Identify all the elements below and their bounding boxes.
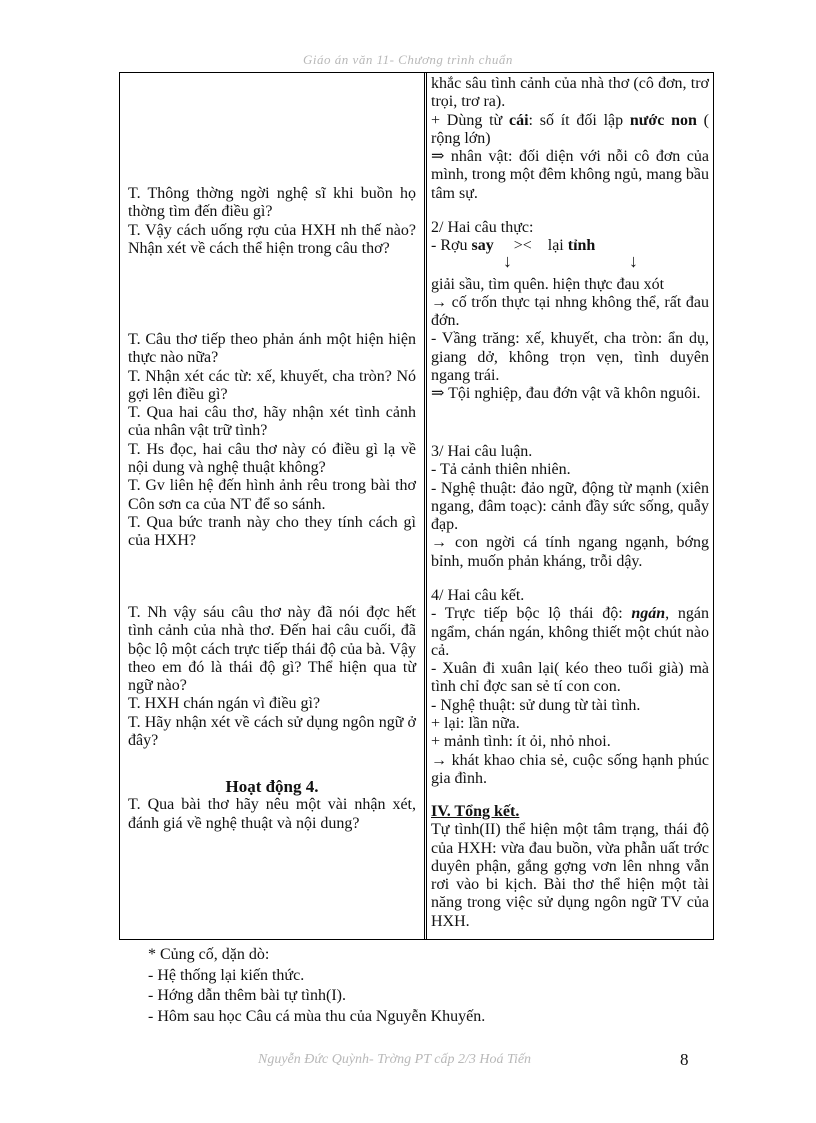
note-line: * Củng cố, dặn dò: — [148, 946, 270, 963]
section-1-continued — [431, 75, 709, 203]
content-line: giải sầu, tìm quên. hiện thực đau xót — [431, 275, 665, 293]
question: T. Gv liên hệ đến hình ảnh rêu trong bài thơ Côn sơn ca của NT để so sánh. — [128, 477, 416, 513]
arrow-down-icon: ↓ — [503, 250, 512, 271]
lesson-table — [119, 72, 714, 940]
content-line: ⇒ nhân vật: đối diện với nỗi cô đơn của mình, trong một đêm không ngủ, mang bầu tâm sự. — [431, 148, 709, 202]
summary-title: IV. Tổng kết. — [431, 803, 520, 820]
question: T. Thông thờng ngời nghệ sĩ khi buồn họ thờng tìm đến điều gì? — [128, 185, 416, 221]
content-line: + Dùng từ cái: số ít đối lập nước non ( rộng lớn) — [431, 111, 710, 147]
column-divider — [424, 73, 427, 939]
section-3 — [431, 443, 709, 571]
activity-heading: Hoạt động 4. — [225, 777, 319, 796]
content-line: - Rợu say >< lại tỉnh — [431, 237, 596, 255]
content-line: - Nghệ thuật: đảo ngữ, động từ mạnh (xiên ngang, đâm toạc): cảnh đầy sức sống, quẫy đạp. — [431, 479, 709, 534]
running-header: Giáo án văn 11- Chương trình chuẩn — [303, 52, 513, 67]
summary-section — [431, 803, 709, 931]
arrow-down-icon: ↓ — [629, 250, 638, 271]
question: T. Câu thơ tiếp theo phản ánh một hiện hiện thực nào nữa? — [128, 331, 416, 367]
author-signature: Nguyễn Đức Quỳnh- Trờng PT cấp 2/3 Hoá Tiến — [258, 1052, 532, 1067]
question: T. Qua hai câu thơ, hãy nhận xét tình cảnh của nhân vật trữ tình? — [128, 404, 416, 440]
content-line: - Xuân đi xuân lại( kéo theo tuổi già) mà tình chỉ đợc san sẻ tí con con. — [431, 660, 709, 696]
question: T. Qua bức tranh này cho they tính cách gì của HXH? — [128, 513, 416, 550]
content-line: - Tả cảnh thiên nhiên. — [431, 461, 571, 479]
content-line: - Vầng trăng: xế, khuyết, cha tròn: ẩn dụ, giang dở, không trọn vẹn, tình duyên ngang trái. — [431, 330, 709, 385]
question: T. Vậy cách uống rợu của HXH nh thế nào? Nhận xét về cách thể hiện trong câu thơ? — [128, 221, 416, 257]
section-title: 4/ Hai câu kết. — [431, 587, 525, 604]
content-line: → cố trốn thực tại nhng không thể, rất đau đớn. — [431, 293, 709, 330]
content-line: - Trực tiếp bộc lộ thái độ: ngán, ngán ngẩm, chán ngán, không thiết một chút nào cả. — [431, 605, 709, 659]
content-line: → con ngời cá tính ngang ngạnh, bớng bỉnh, muốn phản kháng, trỗi dậy. — [431, 534, 709, 570]
question: T. Nhận xét các từ: xế, khuyết, cha tròn? Nó gợi lên điều gì? — [128, 367, 416, 403]
activity-block — [128, 778, 416, 833]
content-line: khắc sâu tình cảnh của nhà thơ (cô đơn, trơ trọi, trơ ra). — [431, 75, 709, 111]
page-number: 8 — [680, 1050, 689, 1069]
section-title: 2/ Hai câu thực: — [431, 219, 534, 236]
question-block-3 — [128, 604, 416, 750]
section-4 — [431, 587, 709, 788]
question: T. Qua bài thơ hãy nêu một vài nhận xét, đánh giá về nghệ thuật và nội dung? — [128, 796, 416, 832]
arrow-row — [431, 250, 709, 276]
closing-notes — [148, 945, 485, 1027]
note-line: - Hôm sau học Câu cá mùa thu của Nguyễn Khuyến. — [148, 1007, 486, 1025]
question-block-1 — [128, 185, 416, 258]
content-line: - Nghệ thuật: sử dung từ tài tình. — [431, 696, 641, 714]
note-line: - Hệ thống lại kiến thức. — [148, 966, 305, 984]
content-line: + mảnh tình: ít ỏi, nhỏ nhoi. — [431, 733, 611, 751]
section-title: 3/ Hai câu luận. — [431, 443, 533, 460]
content-line: → khát khao chia sẻ, cuộc sống hạnh phúc gia đình. — [431, 751, 709, 787]
question: T. Nh vậy sáu câu thơ này đã nói đợc hết tình cảnh của nhà thơ. Đến hai câu cuối, đã bộc lộ một cách trực tiếp thái độ của bà. Vậy theo em đó là thái độ gì? Thể hiện qua từ ngữ nào? — [128, 604, 416, 695]
question-block-2 — [128, 331, 416, 551]
content-line: ⇒ Tội nghiệp, đau đớn vật vã khôn nguôi. — [431, 385, 701, 403]
section-2 — [431, 219, 709, 404]
summary-text: Tự tình(II) thể hiện một tâm trạng, thái độ của HXH: vừa đau buồn, vừa phẫn uất trớc duyên phận, gắng gợng vơn lên nhng vẫn rơi vào bi kịch. Bài thơ thể hiện một tài năng trong việc sử dụng ngôn ngữ TV của HXH. — [431, 821, 709, 930]
question: T. Hãy nhận xét về cách sử dụng ngôn ngữ ở đây? — [128, 713, 416, 750]
content-line: + lại: lần nữa. — [431, 715, 520, 733]
question: T. Hs đọc, hai câu thơ này có điều gì lạ về nội dung và nghệ thuật không? — [128, 440, 416, 477]
note-line: - Hớng dẫn thêm bài tự tình(I). — [148, 987, 346, 1004]
question: T. HXH chán ngán vì điều gì? — [128, 695, 321, 713]
